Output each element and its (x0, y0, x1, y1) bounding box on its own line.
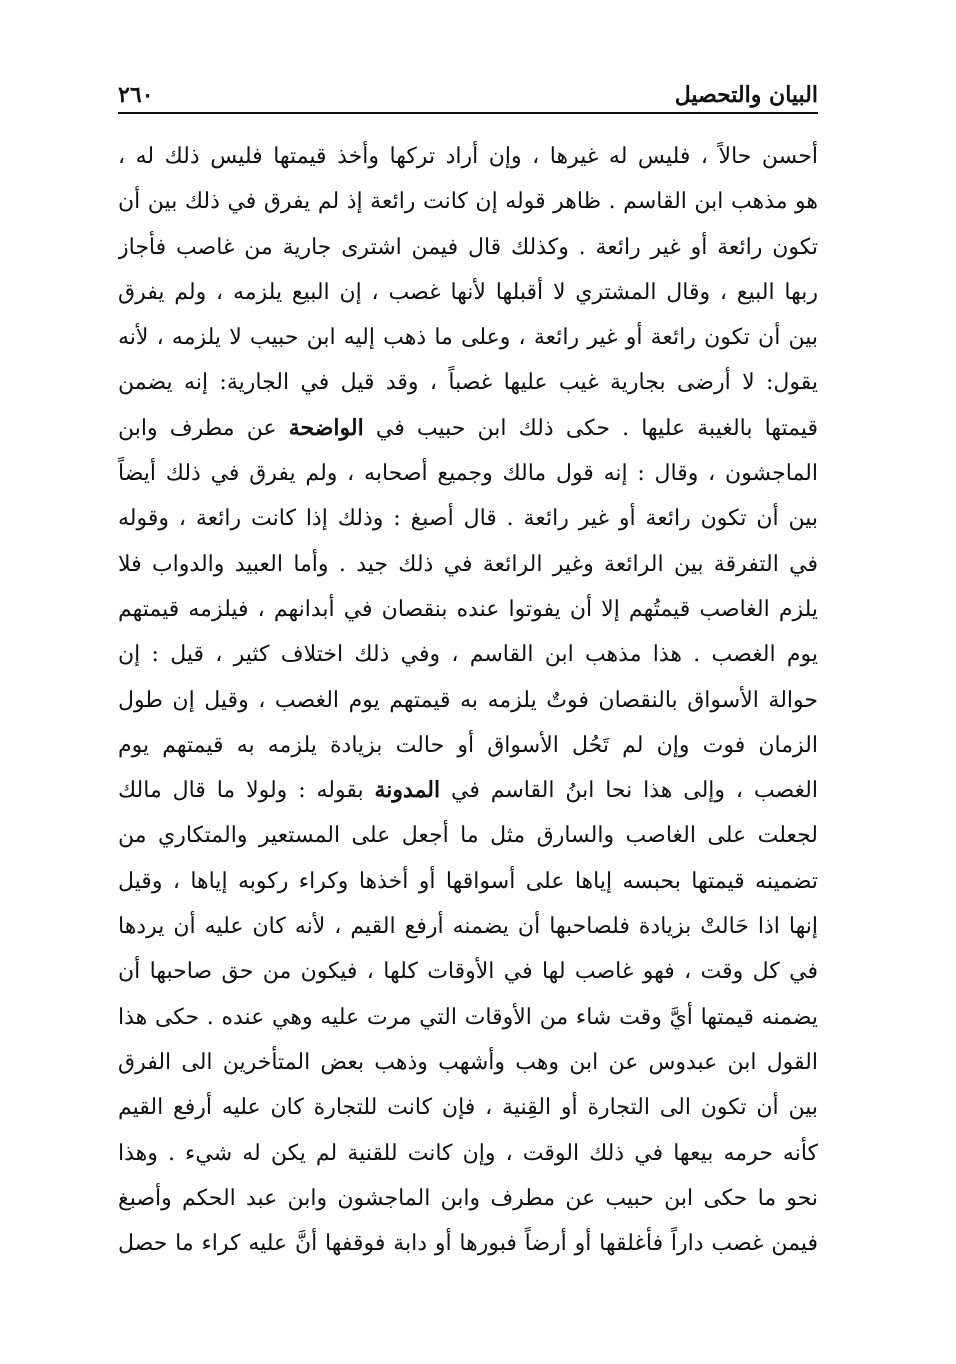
book-title: البيان والتحصيل (674, 82, 818, 108)
text-line: لجعلت على الغاصب والسارق مثل ما أجعل على المستعير والمتكاري من (118, 823, 818, 849)
book-reference: المدونة (374, 777, 441, 804)
page-body (118, 134, 818, 1266)
text-line (118, 768, 818, 813)
text-line: هو مذهب ابن القاسم . ظاهر قوله إن كانت رائعة إذ لم يفرق في ذلك بين أن (118, 189, 818, 215)
text-line: بين أن تكون الى التجارة أو القِنية ، فإن كانت للتجارة كان عليه أرفع القيم (118, 1095, 818, 1121)
text-line: يقول: لا أرضى بجارية غيب عليها غصباً ، وقد قيل في الجارية: إنه يضمن (118, 370, 818, 396)
text-line: يوم الغصب . هذا مذهب ابن القاسم ، وفي ذلك اختلاف كثير ، قيل : إن (118, 642, 818, 668)
text-line (118, 406, 818, 451)
text-line: فيمن غصب داراً فأغلقها أو أرضاً فبورها أو دابة فوقفها أنَّ عليه كراء ما حصل (118, 1231, 818, 1257)
text-line: في التفرقة بين الرائعة وغير الرائعة في ذلك جيد . وأما العبيد والدواب فلا (118, 551, 818, 577)
text-line: نحو ما حكى ابن حبيب عن مطرف وابن الماجشون وابن عبد الحكم وأصبغ (118, 1185, 818, 1211)
text-line: يضمنه قيمتها أيَّ وقت شاء من الأوقات التي مرت عليه وهي عنده . حكى هذا (118, 1004, 818, 1030)
text-line: إنها اذا حَالتْ بزيادة فلصاحبها أن يضمنه أرفع القيم ، لأنه كان عليه أن يردها (118, 914, 818, 940)
text-line: الزمان فوت وإن لم تَحُل الأسواق أو حالت بزيادة يلزمه به قيمتهم يوم (118, 732, 818, 758)
text-line: الماجشون ، وقال : إنه قول مالك وجميع أصحابه ، ولم يفرق في ذلك أيضاً (118, 461, 818, 487)
text-line: بين أن تكون رائعة أو غير رائعة ، وعلى ما ذهب إليه ابن حبيب لا يلزمه ، لأنه (118, 325, 818, 351)
text-line: تضمينه قيمتها بحبسه إياها على أسواقها أو أخذها وكراء ركوبه إياها ، وقيل (118, 868, 818, 894)
text-line: أحسن حالاً ، فليس له غيرها ، وإن أراد تركها وأخذ قيمتها فليس ذلك له ، (118, 144, 818, 169)
text-segment: الغصب ، وإلى هذا نحا ابنُ القاسم في (440, 778, 818, 804)
text-line: في كل وقت ، فهو غاصب لها في الأوقات كلها ، فيكون من حق صاحبها أن (118, 959, 818, 985)
text-line: القول ابن عبدوس عن ابن وهب وأشهب وذهب بعض المتأخرين الى الفرق (118, 1049, 818, 1075)
page-number: ٢٦٠ (118, 82, 154, 108)
book-page (118, 78, 818, 1298)
text-segment: بقوله : ولولا ما قال مالك (118, 778, 375, 804)
running-header (118, 78, 818, 114)
text-line: ربها البيع ، وقال المشتري لا أقبلها لأنها غصب ، إن البيع يلزمه ، ولم يفرق (118, 279, 818, 305)
book-reference: الواضحة (288, 414, 364, 441)
text-line: كأنه حرمه بيعها في ذلك الوقت ، وإن كانت للقنية لم يكن له شيء . وهذا (118, 1140, 818, 1166)
text-segment: قيمتها بالغيبة عليها . حكى ذلك ابن حبيب في (363, 415, 818, 441)
text-line: حوالة الأسواق بالنقصان فوتٌ يلزمه به قيمتهم يوم الغصب ، وقيل إن طول (118, 687, 818, 713)
text-segment: عن مطرف وابن (118, 415, 289, 441)
text-line: يلزم الغاصب قيمتُهم إلا أن يفوتوا عنده بنقصان في أبدانهم ، فيلزمه قيمتهم (118, 596, 818, 622)
text-line: بين أن تكون رائعة أو غير رائعة . قال أصبغ : وذلك إذا كانت رائعة ، وقوله (118, 506, 818, 532)
text-line: تكون رائعة أو غير رائعة . وكذلك قال فيمن اشترى جارية من غاصب فأجاز (118, 234, 818, 260)
